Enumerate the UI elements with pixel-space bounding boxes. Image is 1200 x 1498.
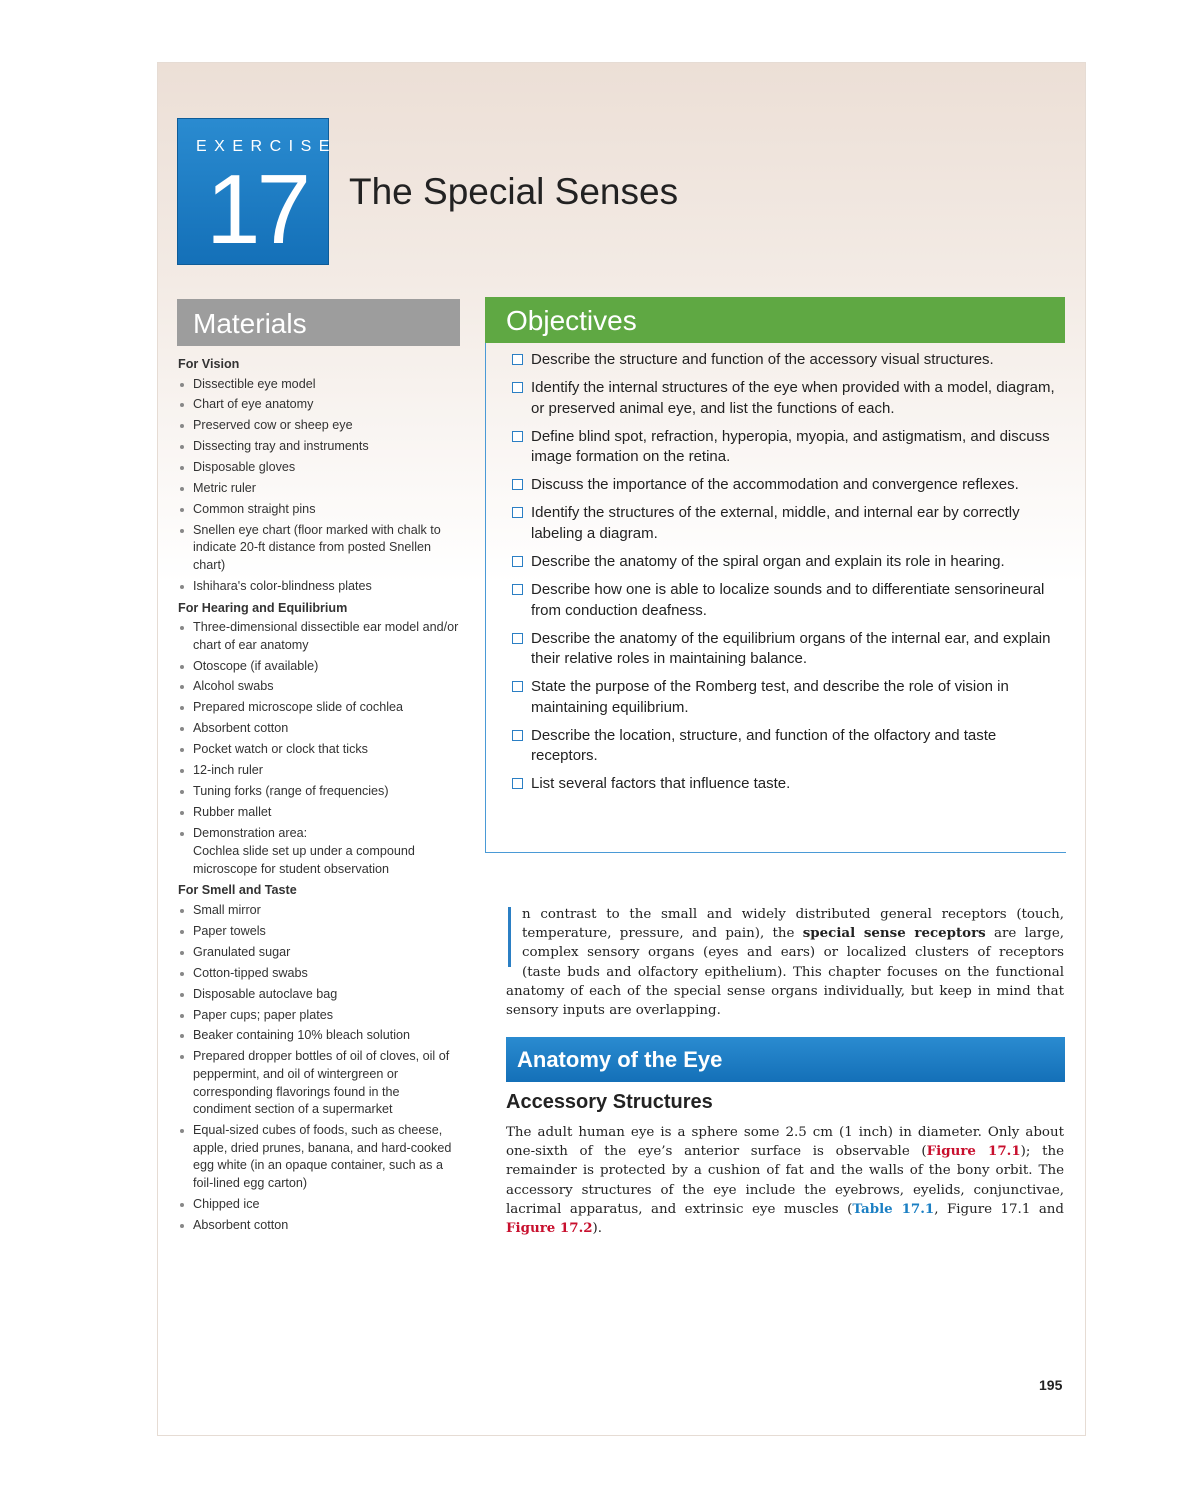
objective-item: Describe the anatomy of the equilibrium organs of the internal ear, and explain their relative roles in maintaining balance.	[512, 629, 1056, 670]
list-item: Demonstration area:	[178, 825, 460, 843]
list-item: Alcohol swabs	[178, 678, 460, 696]
page-title: The Special Senses	[349, 171, 679, 212]
list-item: Otoscope (if available)	[178, 658, 460, 676]
checkbox-icon[interactable]	[512, 382, 523, 393]
list-item: Cochlea slide set up under a compound microscope for student observation	[193, 844, 415, 876]
list-item: Paper towels	[178, 923, 460, 941]
objective-item: Describe the location, structure, and function of the olfactory and taste receptors.	[512, 726, 1056, 767]
checkbox-icon[interactable]	[512, 681, 523, 692]
list-item: Tuning forks (range of frequencies)	[178, 783, 460, 801]
list-item: Metric ruler	[178, 480, 460, 498]
materials-group-title: For Vision	[178, 357, 240, 371]
objective-item: Describe the anatomy of the spiral organ and explain its role in hearing.	[512, 552, 1056, 573]
special-sense-term: special sense receptors	[802, 925, 986, 942]
page-number: 195	[1039, 1377, 1063, 1393]
list-item: Ishihara's color-blindness plates	[178, 578, 460, 596]
materials-header	[177, 299, 460, 346]
checkbox-icon[interactable]	[512, 633, 523, 644]
figure-link[interactable]: Figure 17.2	[506, 1220, 593, 1237]
checkbox-icon[interactable]	[512, 730, 523, 741]
exercise-badge	[177, 118, 337, 265]
list-item: Granulated sugar	[178, 944, 460, 962]
list-item: Preserved cow or sheep eye	[178, 417, 460, 435]
list-item: Dissecting tray and instruments	[178, 438, 460, 456]
objective-item: Discuss the importance of the accommodation and convergence reflexes.	[512, 475, 1056, 496]
list-item: Cotton-tipped swabs	[178, 965, 460, 983]
objective-item: Identify the structures of the external, middle, and internal ear by correctly labeling a diagram.	[512, 503, 1056, 544]
list-item: Chart of eye anatomy	[178, 396, 460, 414]
section-header	[506, 1037, 1065, 1082]
materials-group-hearing	[178, 600, 460, 879]
list-item: 12-inch ruler	[178, 762, 460, 780]
objective-item: Describe how one is able to localize sounds and to differentiate sensorineural from conduction deafness.	[512, 580, 1056, 621]
objective-item: Define blind spot, refraction, hyperopia, myopia, and astigmatism, and discuss image formation on the retina.	[512, 427, 1056, 468]
list-item: Common straight pins	[178, 501, 460, 519]
materials-group-title: For Smell and Taste	[178, 883, 297, 898]
list-item: Absorbent cotton	[178, 1217, 460, 1235]
checkbox-icon[interactable]	[512, 507, 523, 518]
objective-item: State the purpose of the Romberg test, and describe the role of vision in maintaining equilibrium.	[512, 677, 1056, 718]
accessory-paragraph: The adult human eye is a sphere some 2.5 cm (1 inch) in diameter. Only about one-sixth of the eye’s anterior surface is observable (Figure 17.1); the remainder is protected by a cushion of fat and the walls of the bony orbit. The accessory structures of the eye include the eyebrows, eyelids, conjunctivae, lacrimal apparatus, and extrinsic eye muscles (Table 17.1, Figure 17.1 and Figure 17.2).	[506, 1125, 1065, 1237]
intro-paragraph: n contrast to the small and widely distributed general receptors (touch, temperature, pressure, and pain), the special sense receptors are large, complex sensory organs (eyes and ears) or localized clusters of receptors (taste buds and olfactory epithelium). This chapter focuses on the functional anatomy of each of the special sense organs individually, but keep in mind that sensory inputs are overlapping.	[506, 907, 1064, 1019]
objectives-header	[485, 297, 1065, 343]
materials-list	[178, 356, 460, 1238]
list-item: Disposable autoclave bag	[178, 986, 460, 1004]
list-item: Snellen eye chart (floor marked with chalk to indicate 20-ft distance from posted Snellen chart)	[178, 522, 460, 575]
list-item: Chipped ice	[178, 1196, 460, 1214]
dropcap-i-bar	[508, 907, 511, 967]
objectives-panel	[485, 343, 1066, 853]
materials-group-vision	[178, 356, 460, 596]
materials-group-smell-taste	[178, 882, 460, 1234]
subsection-heading: Accessory Structures	[506, 1091, 713, 1113]
list-item: Small mirror	[178, 902, 460, 920]
checkbox-icon[interactable]	[512, 584, 523, 595]
exercise-label: EXERCISE	[196, 138, 337, 155]
list-item: Three-dimensional dissectible ear model and/or chart of ear anatomy	[178, 619, 460, 654]
list-item: Disposable gloves	[178, 459, 460, 477]
objective-item: Describe the structure and function of the accessory visual structures.	[512, 350, 1056, 371]
checkbox-icon[interactable]	[512, 778, 523, 789]
list-item: Rubber mallet	[178, 804, 460, 822]
list-item: Pocket watch or clock that ticks	[178, 741, 460, 759]
list-item: Beaker containing 10% bleach solution	[178, 1027, 460, 1045]
list-item: Prepared dropper bottles of oil of cloves, oil of peppermint, and oil of wintergreen or corresponding flavorings found in the condiment section of a supermarket	[178, 1048, 460, 1118]
list-item: Paper cups; paper plates	[178, 1007, 460, 1025]
checkbox-icon[interactable]	[512, 354, 523, 365]
table-link[interactable]: Table 17.1	[852, 1200, 935, 1217]
objective-item: Identify the internal structures of the eye when provided with a model, diagram, or preserved animal eye, and list the functions of each.	[512, 378, 1056, 419]
exercise-number: 17	[206, 154, 308, 264]
list-item: Equal-sized cubes of foods, such as cheese, apple, dried prunes, banana, and hard-cooked egg white (in an opaque container, such as a foil-lined egg carton)	[178, 1122, 460, 1192]
checkbox-icon[interactable]	[512, 479, 523, 490]
objective-item: List several factors that influence taste.	[512, 774, 1056, 795]
list-item: Absorbent cotton	[178, 720, 460, 738]
figure-link[interactable]: Figure 17.1	[926, 1143, 1021, 1160]
materials-heading: Materials	[193, 308, 307, 339]
list-item: Dissectible eye model	[178, 376, 460, 394]
section-heading: Anatomy of the Eye	[517, 1047, 723, 1072]
list-item: Prepared microscope slide of cochlea	[178, 699, 460, 717]
checkbox-icon[interactable]	[512, 556, 523, 567]
checkbox-icon[interactable]	[512, 431, 523, 442]
materials-group-title: For Hearing and Equilibrium	[178, 600, 348, 615]
objectives-heading: Objectives	[506, 305, 637, 336]
